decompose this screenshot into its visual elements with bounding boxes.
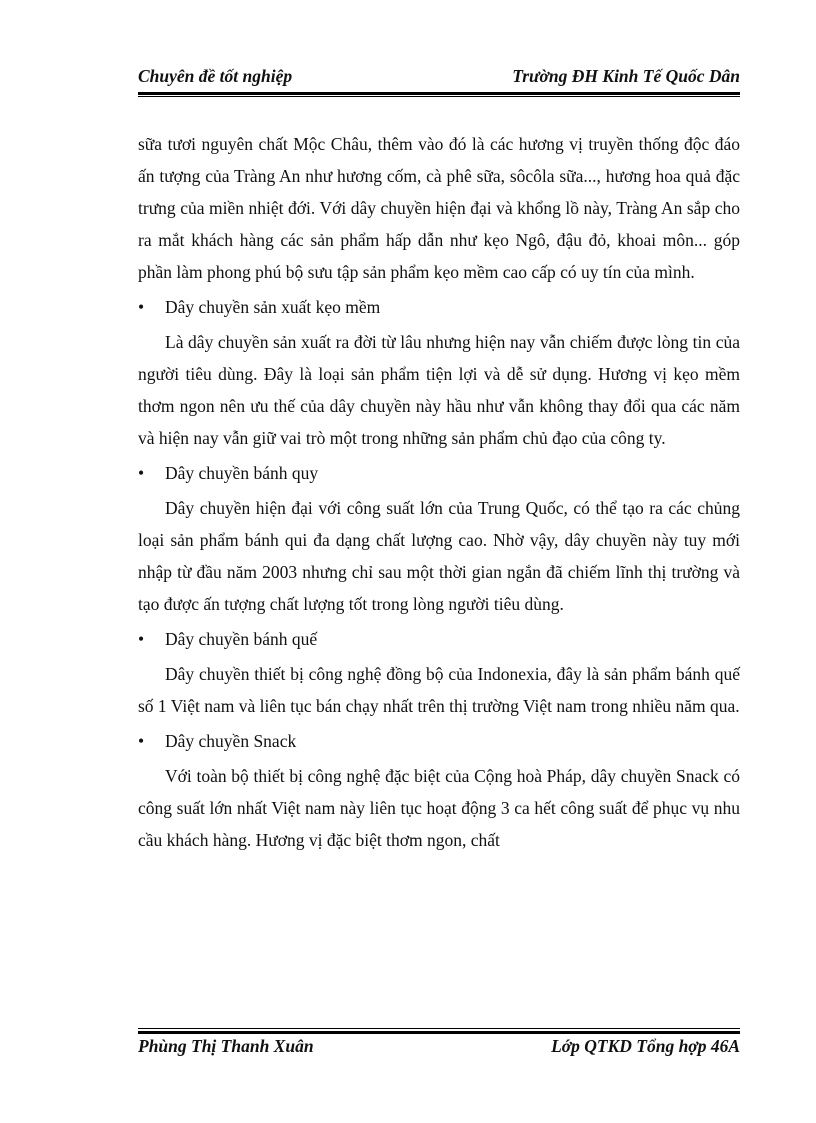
intro-paragraph: sữa tươi nguyên chất Mộc Châu, thêm vào đó là các hương vị truyền thống độc đáo ấn tượng của Tràng An như hương cốm, cà phê sữa, sôcôla sữa..., hương hoa quả đặc trưng của miền nhiệt đới. Với dây chuyền hiện đại và khổng lồ này, Tràng An sắp cho ra mắt khách hàng các sản phẩm hấp dẫn như kẹo Ngô, đậu đỏ, khoai môn... góp phần làm phong phú bộ sưu tập sản phẩm kẹo mềm cao cấp có uy tín của mình. [138,134,740,282]
header-right-title: Trường ĐH Kinh Tế Quốc Dân [512,66,740,86]
bullet-biscuit [138,457,740,489]
section-paragraph: Với toàn bộ thiết bị công nghệ đặc biệt của Cộng hoà Pháp, dây chuyền Snack có công suất lớn nhất Việt nam này liên tục hoạt động 3 ca hết công suất để phục vụ nhu cầu khách hàng. Hương vị đặc biệt thơm ngon, chất [138,766,740,850]
bullet-icon: • [138,297,145,317]
page-header [138,66,740,92]
header-left-title: Chuyên đề tốt nghiệp [138,66,293,86]
section-title: Dây chuyền bánh quy [165,463,319,483]
bullet-wafer [138,623,740,655]
section-paragraph: Dây chuyền thiết bị công nghệ đồng bộ của Indonexia, đây là sản phẩm bánh quế số 1 Việt nam và liên tục bán chạy nhất trên thị trường Việt nam trong nhiều năm qua. [138,664,740,716]
footer-rule-thick [138,1031,740,1034]
bullet-icon: • [138,731,145,751]
bullet-icon: • [138,629,145,649]
bullet-icon: • [138,463,145,483]
section-title: Dây chuyền Snack [165,731,297,751]
header-rule-thick [138,92,740,95]
bullet-soft-candy [138,291,740,323]
header-rule-thin [138,96,740,97]
footer-class: Lớp QTKD Tổng hợp 46A [551,1036,740,1056]
footer-rule-thin [138,1028,740,1029]
section-title: Dây chuyền bánh quế [165,629,318,649]
section-paragraph: Là dây chuyền sản xuất ra đời từ lâu nhưng hiện nay vẫn chiếm được lòng tin của người tiêu dùng. Đây là loại sản phẩm tiện lợi và dễ sử dụng. Hương vị kẹo mềm thơm ngon nên ưu thế của dây chuyền này hầu như vẫn không thay đổi qua các năm và hiện nay vẫn giữ vai trò một trong những sản phẩm chủ đạo của công ty. [138,332,740,448]
bullet-snack [138,725,740,757]
footer-author: Phùng Thị Thanh Xuân [138,1036,314,1056]
section-paragraph: Dây chuyền hiện đại với công suất lớn của Trung Quốc, có thể tạo ra các chủng loại sản phẩm bánh qui đa dạng chất lượng cao. Nhờ vậy, dây chuyền này tuy mới nhập từ đầu năm 2003 nhưng chỉ sau một thời gian ngắn đã chiếm lĩnh thị trường và tạo được ấn tượng chất lượng tốt trong lòng người tiêu dùng. [138,498,740,614]
section-title: Dây chuyền sản xuất kẹo mềm [165,297,381,317]
page-footer [138,1036,740,1062]
document-body [138,128,740,859]
